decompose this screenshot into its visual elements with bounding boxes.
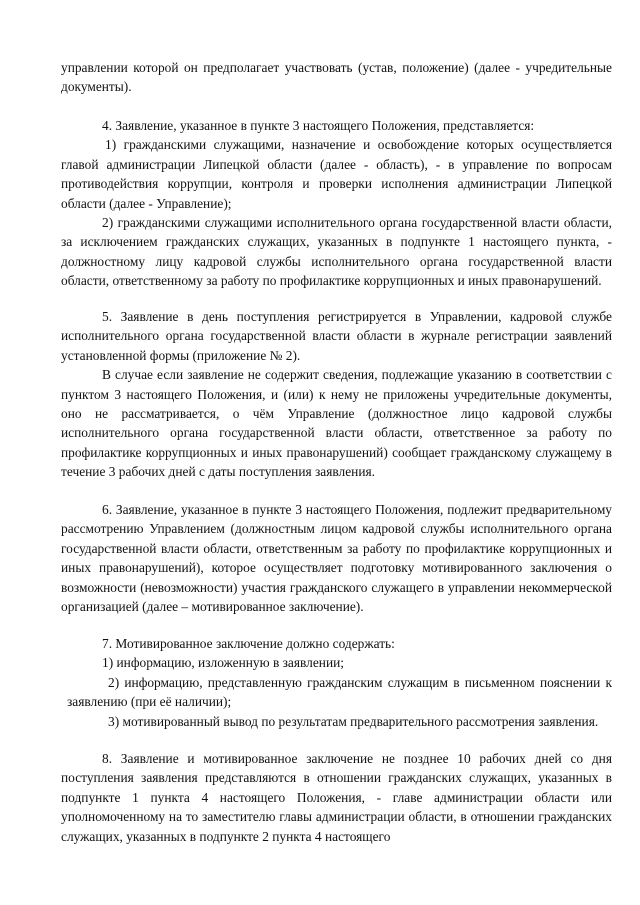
section-7 bbox=[61, 634, 612, 731]
paragraph-heading-6: 6. Заявление, указанное в пункте 3 настоящего Положения, подлежит предварительному рассмотрению Управлением (должностным лицом кадровой службы исполнительного органа государственной власти области, ответственным за работу по профилактике коррупционных и иных правонарушений), которое осуществляет подготовку мотивированного заключения о возможности (невозможности) участия гражданского служащего в управлении некоммерческой организацией (далее – мотивированное заключение). bbox=[61, 502, 612, 615]
paragraph-item-7-1: 1) информацию, изложенную в заявлении; bbox=[102, 655, 345, 671]
section-6 bbox=[61, 500, 612, 616]
paragraph-item-7-2: 2) информацию, представленную гражданским служащим в письменном пояснении к заявлению (при её наличии); bbox=[67, 674, 612, 710]
paragraph-heading-4: 4. Заявление, указанное в пункте 3 настоящего Положения, представляется: bbox=[102, 118, 535, 133]
paragraph-heading-7: 7. Мотивированное заключение должно содержать: bbox=[102, 636, 395, 651]
paragraph-item-7-3: 3) мотивированный вывод по результатам предварительного рассмотрения заявления. bbox=[108, 713, 599, 729]
paragraph-text: управлении которой он предполагает участвовать (устав, положение) (далее - учредительные документы). bbox=[61, 60, 612, 95]
paragraph-item-4-1: 1) гражданскими служащими, назначение и освобождение которых осуществляется главой администрации Липецкой области (далее - область), - в управление по вопросам противодействия коррупции, контроля и проверки исполнения администрации Липецкой области (далее - Управление); bbox=[61, 137, 612, 211]
paragraph-continuation bbox=[61, 58, 612, 97]
paragraph-item-4-2: 2) гражданскими служащими исполнительного органа государственной власти области, за исключением гражданских служащих, указанных в подпункте 1 настоящего пункта, - должностному лицу кадровой службы исполнительного органа государственной власти области, ответственному за работу по профилактике коррупционных и иных правонарушений. bbox=[61, 215, 612, 289]
section-4 bbox=[61, 116, 612, 291]
paragraph-heading-5: 5. Заявление в день поступления регистрируется в Управлении, кадровой службе исполнительного органа государственной власти области в журнале регистрации заявлений установленной формы (приложение № 2). bbox=[61, 309, 612, 363]
paragraph-5-case: В случае если заявление не содержит сведения, подлежащие указанию в соответствии с пунктом 3 настоящего Положения, и (или) к нему не приложены учредительные документы, оно не рассматривается, о чём Управление (должностное лицо кадровой службы исполнительного органа государственной власти области, ответственное за работу по профилактике коррупционных и иных правонарушений) сообщает гражданскому служащему в течение 3 рабочих дней с даты поступления заявления. bbox=[61, 367, 612, 480]
section-5 bbox=[61, 307, 612, 482]
paragraph-heading-8: 8. Заявление и мотивированное заключение не позднее 10 рабочих дней со дня поступления заявления представляются в отношении гражданских служащих, указанных в подпункте 1 пункта 4 настоящего Положения, - главе администрации области или уполномоченному на то заместителю главы администрации области, в отношении гражданских служащих, указанных в подпункте 2 пункта 4 настоящего bbox=[61, 751, 612, 844]
section-8 bbox=[61, 749, 612, 846]
